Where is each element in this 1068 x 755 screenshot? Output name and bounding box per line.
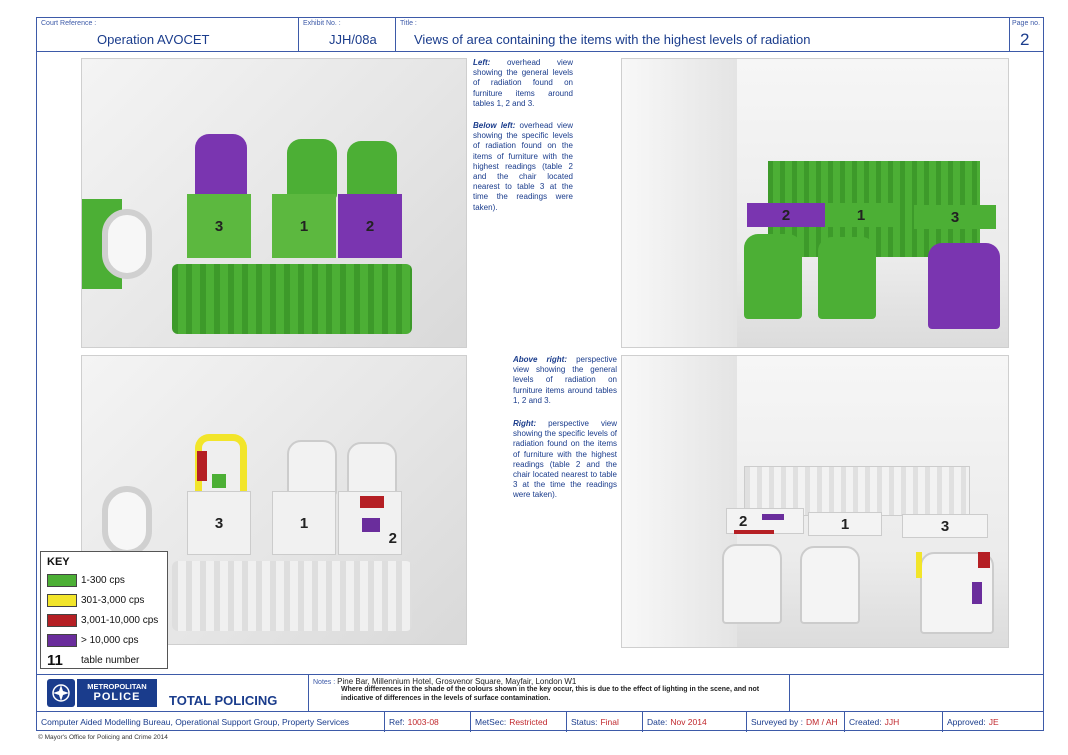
ref-cell (385, 712, 471, 732)
table-3-perspective-specific (902, 514, 988, 538)
table-number: 1 (299, 217, 309, 235)
ref-value: 1003-08 (407, 716, 439, 727)
yellow-swatch (47, 594, 77, 607)
page-title: Views of area containing the items with the highest levels of radiation (414, 32, 811, 47)
white-chair-front-2 (800, 546, 860, 624)
perspective-specific-view (621, 355, 1009, 648)
caption-left-text: overhead view showing the general levels of radiation found on furniture items around tables 1, 2 and 3. (473, 58, 573, 108)
table-1-perspective-specific (808, 512, 882, 536)
table-number: 1 (299, 514, 309, 532)
footer-info-bar (37, 711, 1043, 731)
logo-tagline: TOTAL POLICING (169, 693, 278, 708)
red-swatch (47, 614, 77, 627)
caption-left (473, 58, 573, 109)
purple-swatch (47, 634, 77, 647)
green-chair-front-1 (744, 234, 802, 319)
approved-value: JE (988, 716, 999, 727)
ref-label: Ref: (389, 716, 405, 727)
page-number-cell (1010, 18, 1045, 52)
side-chair (102, 209, 152, 279)
table-number: 2 (365, 217, 375, 235)
copyright: © Mayor's Office for Policing and Crime 2014 (38, 734, 168, 741)
red-chair-mark (197, 451, 207, 481)
wall-pillar (622, 356, 737, 648)
purple-table-mark (762, 514, 784, 520)
caption-above-right-lead: Above right: (513, 355, 567, 364)
key-item (47, 610, 161, 630)
wall-pillar (622, 59, 737, 348)
logo-wordmark (77, 679, 157, 707)
table-number: 3 (214, 514, 224, 532)
key-item (47, 570, 161, 590)
surveyed-cell (747, 712, 845, 732)
logo-line-1: METROPOLITAN (87, 682, 147, 691)
green-chair-1 (287, 139, 337, 199)
date-cell (643, 712, 747, 732)
metsec-label: MetSec: (475, 716, 507, 727)
date-value: Nov 2014 (670, 716, 707, 727)
surveyed-value: DM / AH (805, 716, 838, 727)
metsec-cell (471, 712, 567, 732)
metsec-value: Restricted (509, 716, 548, 727)
table-number: 2 (739, 512, 748, 530)
perspective-general-view (621, 58, 1009, 348)
exhibit-value: JJH/08a (329, 32, 377, 47)
green-swatch (47, 574, 77, 587)
court-reference-label: Court Reference : (41, 20, 97, 27)
caption-left-lead: Left: (473, 58, 491, 67)
created-label: Created: (849, 716, 882, 727)
exhibit-label: Exhibit No. : (303, 20, 341, 27)
key-legend (40, 551, 168, 669)
yellow-chair-mark (916, 552, 922, 578)
surveyed-label: Surveyed by : (751, 716, 803, 727)
purple-chair-mark (972, 582, 982, 604)
key-item-label: > 10,000 cps (81, 634, 139, 646)
title-cell (396, 18, 1010, 52)
white-chair-1 (287, 440, 337, 496)
table-1-overhead-specific (272, 491, 336, 555)
table-number: 1 (840, 515, 850, 533)
table-number: 3 (940, 517, 950, 535)
table-3-perspective (914, 205, 996, 229)
approved-cell (943, 712, 1043, 732)
court-reference-cell (37, 18, 299, 52)
green-bench (172, 264, 412, 334)
status-label: Status: (571, 716, 598, 727)
caption-above-right (513, 355, 617, 406)
key-item-label: 301-3,000 cps (81, 594, 145, 606)
caption-right-text: perspective view showing the specific levels of radiation found on the items of furniture with the highest readings (table 2 and the chair located nearest to table 3 at the time the readings were taken). (513, 419, 617, 500)
table-number: 3 (214, 217, 224, 235)
key-title: KEY (47, 556, 70, 568)
status-cell (567, 712, 643, 732)
document-frame (36, 17, 1044, 731)
footer (37, 674, 1043, 730)
page-number-label: Page no. (1012, 20, 1041, 27)
white-chair-front-1 (722, 544, 782, 624)
created-value: JJH (884, 716, 900, 727)
notes-label: Notes : (313, 679, 336, 686)
caption-below-left-text: overhead view showing the specific levels of radiation found on the items of furniture with the highest readings (table 2 and the chair located nearest to table 3 at the time the readings were taken). (473, 121, 573, 212)
table-number: 2 (388, 529, 397, 547)
met-police-logo (37, 675, 309, 711)
table-1-perspective (825, 203, 897, 227)
court-reference-value: Operation AVOCET (97, 32, 210, 47)
key-item (47, 650, 161, 670)
notes-disclaimer: Where differences in the shade of the colours shown in the key occur, this is due to the effect of lighting in the scene, and not indicative of differences in the levels of surface contamination. (341, 686, 760, 702)
header (37, 18, 1043, 52)
green-chair-mark (212, 474, 226, 488)
purple-table-mark (362, 518, 380, 532)
exhibit-cell (299, 18, 396, 52)
key-number-sample: 11 (47, 651, 63, 669)
crest-icon (47, 679, 75, 707)
caption-right-lead: Right: (513, 419, 537, 428)
table-3-overhead (187, 194, 251, 258)
key-item (47, 630, 161, 650)
white-chair-2 (347, 442, 397, 496)
red-table-edge-mark (734, 530, 774, 534)
page-number: 2 (1020, 30, 1030, 49)
table-number: 2 (781, 206, 791, 224)
key-item-label: 1-300 cps (81, 574, 125, 586)
caption-below-left-lead: Below left: (473, 121, 516, 130)
bureau-cell (37, 712, 385, 732)
table-2-perspective (747, 203, 825, 227)
white-bench (172, 561, 412, 631)
logo-line-2: POLICE (93, 691, 141, 703)
table-number: 1 (856, 206, 866, 224)
status-value: Final (600, 716, 619, 727)
title-label: Title : (400, 20, 417, 27)
caption-right (513, 419, 617, 501)
notes-divider (789, 675, 790, 711)
approved-label: Approved: (947, 716, 986, 727)
green-chair-2 (347, 141, 397, 199)
table-number: 3 (950, 208, 960, 226)
bureau: Computer Aided Modelling Bureau, Operational Support Group, Property Services (41, 716, 350, 727)
red-chair-mark (978, 552, 990, 568)
caption-above-right-text: perspective view showing the general levels of radiation on furniture items around tables 1, 2 and 3. (513, 355, 617, 405)
key-item-label: 3,001-10,000 cps (81, 614, 159, 626)
date-label: Date: (647, 716, 668, 727)
key-item (47, 590, 161, 610)
notes-location: Pine Bar, Millennium Hotel, Grosvenor Square, Mayfair, London W1 (337, 677, 577, 686)
purple-chair-front (928, 243, 1000, 329)
table-3-overhead-specific (187, 491, 251, 555)
created-cell (845, 712, 943, 732)
caption-below-left (473, 121, 573, 213)
key-number-label: table number (81, 654, 140, 666)
overhead-general-view (81, 58, 467, 348)
red-table-mark (360, 496, 384, 508)
table-1-overhead (272, 194, 336, 258)
notes (313, 677, 787, 703)
side-chair (102, 486, 152, 556)
green-chair-front-2 (818, 237, 876, 319)
table-2-overhead (338, 194, 402, 258)
